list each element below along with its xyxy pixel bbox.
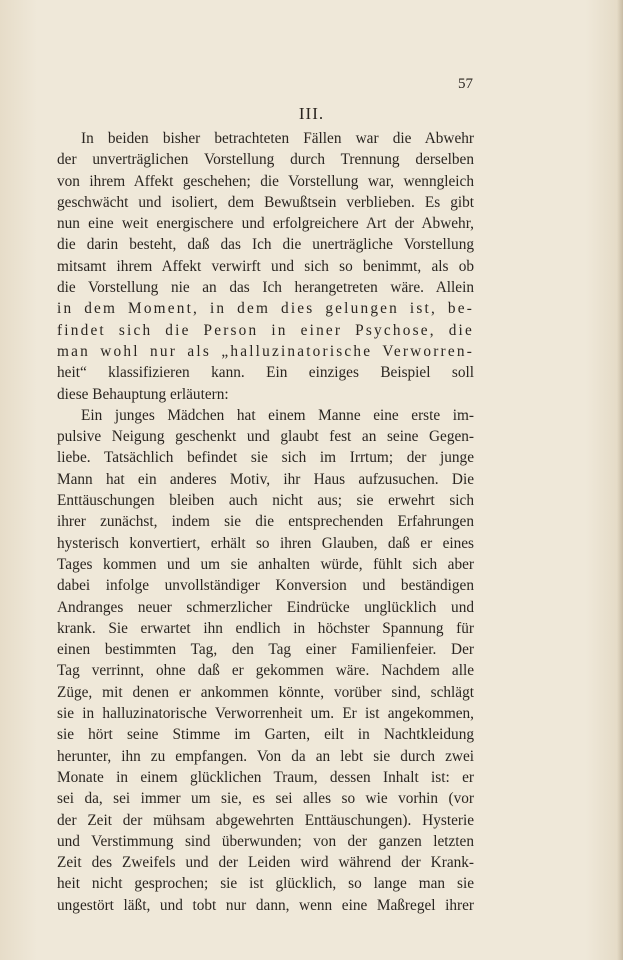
text-line: der unverträglichen Vorstellung durch Trennung derselben xyxy=(57,151,474,169)
text-line: die Vorstellung nie an das Ich herangetreten wäre. Allein xyxy=(57,279,474,297)
text-line: pulsive Neigung geschenkt und glaubt fest an seine Gegen- xyxy=(57,428,474,446)
text-line: Tag verrinnt, ohne daß er gekommen wäre. Nachdem alle xyxy=(57,662,474,680)
text-line: der Zeit der mühsam abgewehrten Enttäuschungen). Hysterie xyxy=(57,811,474,829)
text-line: hysterisch konvertiert, erhält so ihren Glauben, daß er eines xyxy=(57,534,474,552)
text-line: In beiden bisher betrachteten Fällen war die Abwehr xyxy=(81,130,474,147)
text-line: liebe. Tatsächlich befindet sie sich im Irrtum; der junge xyxy=(57,449,474,467)
text-line: heit“ klassifizieren kann. Ein einziges Beispiel soll xyxy=(57,364,474,382)
text-line: Züge, mit denen er ankommen könnte, vorüber sind, schlägt xyxy=(57,683,474,701)
text-line: man wohl nur als „halluzinatorische Verworren- xyxy=(57,342,474,360)
text-line: herunter, ihn zu empfangen. Von da an lebt sie durch zwei xyxy=(57,747,474,765)
text-line: Andranges neuer schmerzlicher Eindrücke unglücklich und xyxy=(57,598,474,616)
text-line: sei da, sei immer um sie, es sei alles so wie vorhin (vor xyxy=(57,790,474,808)
text-line: heit nicht gesprochen; sie ist glücklich, so lange man sie xyxy=(57,875,474,893)
text-line: und Verstimmung sind überwunden; von der ganzen letzten xyxy=(57,832,474,850)
text-line: von ihrem Affekt geschehen; die Vorstellung war, wenngleich xyxy=(57,172,474,190)
text-line: einen bestimmten Tag, den Tag einer Familienfeier. Der xyxy=(57,641,474,659)
text-line: Tages kommen und um sie anhalten würde, fühlt sich aber xyxy=(57,555,474,573)
text-line: mitsamt ihrem Affekt verwirft und sich so benimmt, als ob xyxy=(57,257,474,275)
page-number: 57 xyxy=(458,76,473,92)
page-edge-shadow xyxy=(617,0,623,960)
body-text xyxy=(57,128,474,916)
text-line: ungestört läßt, und tobt nur dann, wenn eine Maßregel ihrer xyxy=(57,896,474,914)
text-line: diese Behauptung erläutern: xyxy=(57,385,229,403)
text-line: sie in halluzinatorische Verworrenheit um. Er ist angekommen, xyxy=(57,705,474,723)
text-line: Zeit des Zweifels und der Leiden wird während der Krank- xyxy=(57,854,474,872)
text-line: Enttäuschungen bleiben auch nicht aus; sie erwehrt sich xyxy=(57,492,474,510)
text-line: findet sich die Person in einer Psychose, die xyxy=(57,321,474,339)
text-line: Ein junges Mädchen hat einem Manne eine erste im- xyxy=(81,406,474,424)
text-line: nun eine weit energischere und erfolgreichere Art der Abwehr, xyxy=(57,215,474,233)
text-line: ihrer zunächst, indem sie die entsprechenden Erfahrungen xyxy=(57,513,474,531)
text-line: Monate in einem glücklichen Traum, dessen Inhalt ist: er xyxy=(57,768,474,786)
text-line: krank. Sie erwartet ihn endlich in höchster Spannung für xyxy=(57,619,474,637)
text-line: in dem Moment, in dem dies gelungen ist, be- xyxy=(57,300,474,318)
text-line: geschwächt und isoliert, dem Bewußtsein verblieben. Es gibt xyxy=(57,193,474,211)
text-line: Mann hat ein anderes Motiv, ihr Haus aufzusuchen. Die xyxy=(57,470,474,488)
text-line: die darin besteht, daß das Ich die unerträgliche Vorstellung xyxy=(57,236,474,254)
text-line: dabei infolge unvollständiger Konversion und beständigen xyxy=(57,577,474,595)
section-heading: III. xyxy=(298,104,325,123)
text-line: sie hört seine Stimme im Garten, eilt in Nachtkleidung xyxy=(57,726,474,744)
